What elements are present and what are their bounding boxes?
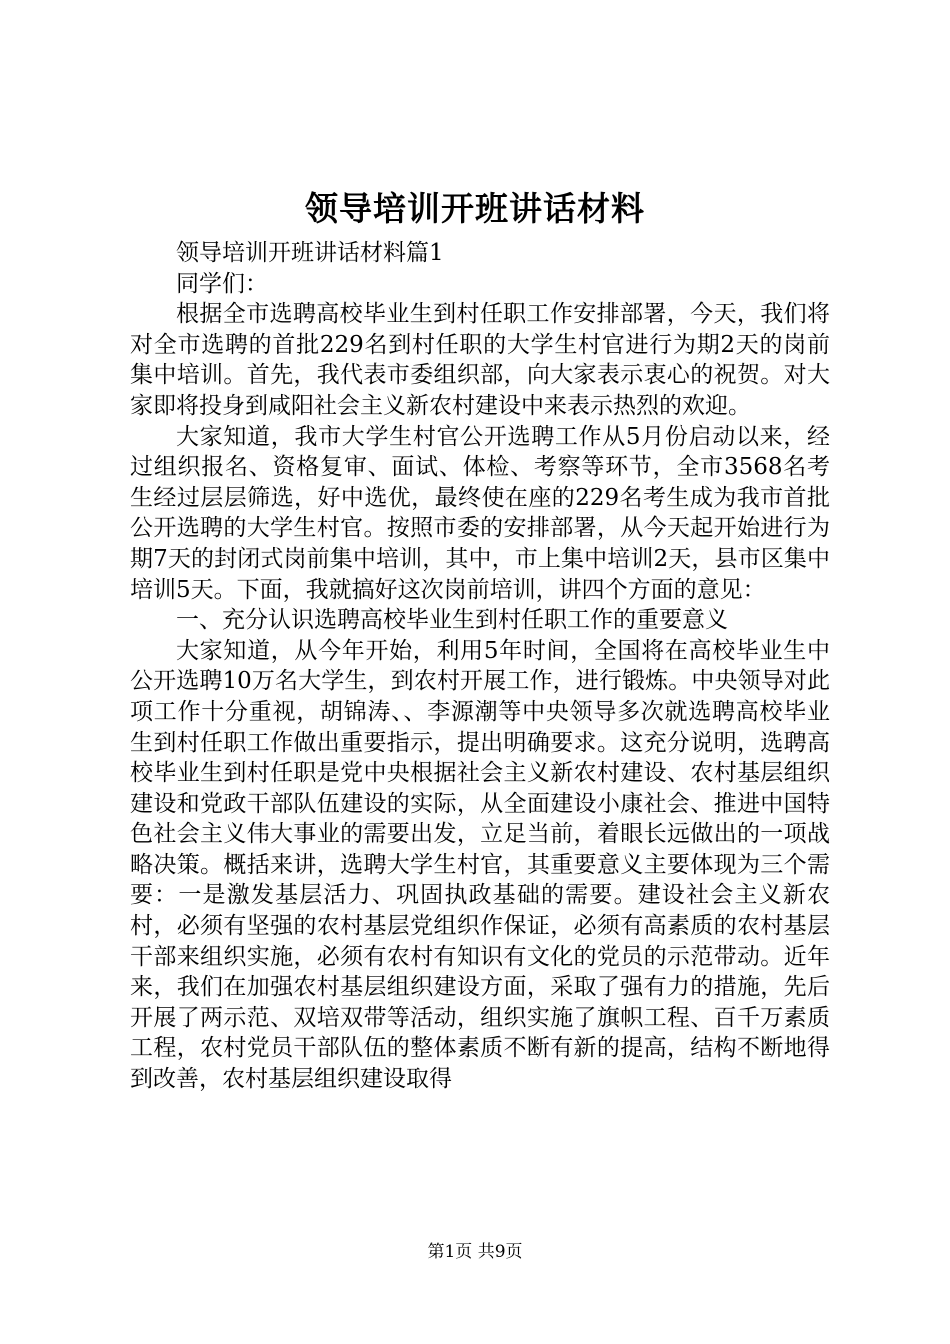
document-body bbox=[130, 238, 830, 1095]
page-number-footer: 第1页 共9页 bbox=[427, 1242, 523, 1262]
salutation: 同学们： bbox=[176, 270, 268, 297]
section-heading: 领导培训开班讲话材料篇1 bbox=[176, 240, 444, 266]
document-title: 领导培训开班讲话材料 bbox=[305, 189, 645, 228]
paragraph: 根据全市选聘高校毕业生到村任职工作安排部署，今天，我们将对全市选聘的首批229名到村任职的大学生村官进行为期2天的岗前集中培训。首先，我代表市委组织部，向大家表示衷心的祝贺。对大家即将投身到咸阳社会主义新农村建设中来表示热烈的欢迎。 bbox=[130, 301, 830, 419]
paragraph: 大家知道，我市大学生村官公开选聘工作从5月份启动以来，经过组织报名、资格复审、面试、体检、考察等环节，全市3568名考生经过层层筛选，好中选优，最终使在座的229名考生成为我市首批公开选聘的大学生村官。按照市委的安排部署，从今天起开始进行为期7天的封闭式岗前集中培训，其中，市上集中培训2天，县市区集中培训5天。下面，我就搞好这次岗前培训，讲四个方面的意见： bbox=[130, 423, 830, 603]
paragraph: 大家知道，从今年开始，利用5年时间，全国将在高校毕业生中公开选聘10万名大学生，到农村开展工作，进行锻炼。中央领导对此项工作十分重视，胡锦涛、、李源潮等中央领导多次就选聘高校毕业生到村任职工作做出重要指示，提出明确要求。这充分说明，选聘高校毕业生到村任职是党中央根据社会主义新农村建设、农村基层组织建设和党政干部队伍建设的实际，从全面建设小康社会、推进中国特色社会主义伟大事业的需要出发，立足当前，着眼长远做出的一项战略决策。概括来讲，选聘大学生村官，其重要意义主要体现为三个需要：一是激发基层活力、巩固执政基础的需要。建设社会主义新农村，必须有坚强的农村基层党组织作保证，必须有高素质的农村基层干部来组织实施，必须有农村有知识有文化的党员的示范带动。近年来，我们在加强农村基层组织建设方面，采取了强有力的措施，先后开展了两示范、双培双带等活动，组织实施了旗帜工程、百千万素质工程，农村党员干部队伍的整体素质不断有新的提高，结构不断地得到改善，农村基层组织建设取得 bbox=[130, 637, 830, 1093]
subsection-heading: 一、充分认识选聘高校毕业生到村任职工作的重要意义 bbox=[176, 607, 728, 634]
